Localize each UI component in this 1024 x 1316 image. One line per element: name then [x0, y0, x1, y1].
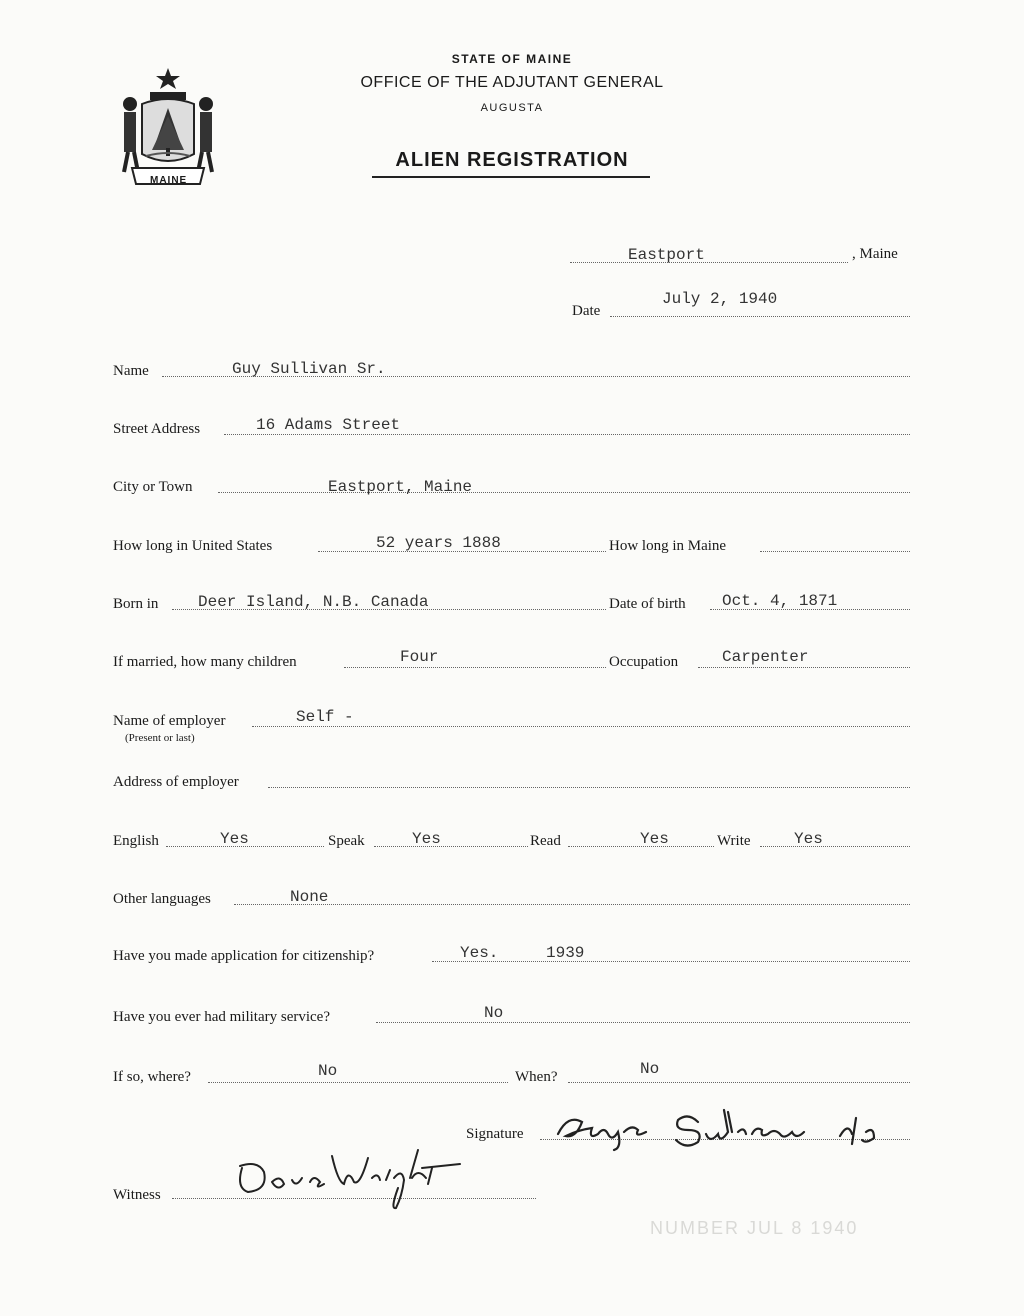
how-long-maine-label: How long in Maine — [609, 538, 727, 554]
when-value: No — [640, 1060, 660, 1078]
how-long-us-value: 52 years 1888 — [376, 534, 501, 552]
where-line — [208, 1082, 508, 1083]
born-in-value: Deer Island, N.B. Canada — [198, 593, 429, 611]
state-heading: STATE OF MAINE — [451, 52, 573, 66]
employer-address-label: Address of employer — [113, 774, 239, 790]
date-label: Date — [572, 303, 601, 319]
other-languages-value: None — [290, 888, 329, 906]
witness-handwriting — [228, 1138, 468, 1214]
write-label: Write — [717, 833, 751, 849]
employer-address-line — [268, 787, 910, 788]
how-long-us-label: How long in United States — [113, 538, 273, 554]
military-label: Have you ever had military service? — [113, 1009, 330, 1025]
other-languages-label: Other languages — [113, 891, 211, 907]
when-label: When? — [515, 1069, 558, 1085]
english-label: English — [113, 833, 159, 849]
city-heading: AUGUSTA — [480, 102, 544, 114]
employer-value: Self - — [296, 708, 354, 726]
employer-label: Name of employer — [113, 713, 226, 729]
witness-label: Witness — [113, 1187, 161, 1203]
occupation-value: Carpenter — [722, 648, 809, 666]
read-label: Read — [530, 833, 561, 849]
speak-line — [374, 846, 528, 847]
occupation-label: Occupation — [609, 654, 679, 670]
born-in-label: Born in — [113, 596, 159, 612]
street-line — [224, 434, 910, 435]
military-line — [376, 1022, 910, 1023]
citizenship-year: 1939 — [546, 944, 585, 962]
location-line — [570, 262, 848, 263]
dob-label: Date of birth — [609, 596, 686, 612]
street-label: Street Address — [113, 421, 201, 437]
signature-handwriting — [548, 1104, 918, 1152]
signature-label: Signature — [466, 1126, 524, 1142]
english-value: Yes — [220, 830, 249, 848]
occupation-line — [698, 667, 910, 668]
location-suffix: , Maine — [852, 246, 898, 262]
read-value: Yes — [640, 830, 669, 848]
how-long-maine-line — [760, 551, 910, 552]
when-line — [568, 1082, 910, 1083]
street-value: 16 Adams Street — [256, 416, 401, 434]
seal-banner-text: MAINE — [150, 175, 188, 186]
name-label: Name — [113, 363, 149, 379]
received-stamp: NUMBER JUL 8 1940 — [650, 1218, 859, 1238]
children-value: Four — [400, 648, 439, 666]
dob-value: Oct. 4, 1871 — [722, 592, 838, 610]
where-value: No — [318, 1062, 338, 1080]
where-label: If so, where? — [113, 1069, 191, 1085]
location-value: Eastport — [628, 246, 705, 264]
speak-value: Yes — [412, 830, 441, 848]
name-value: Guy Sullivan Sr. — [232, 360, 386, 378]
date-value: July 2, 1940 — [662, 290, 778, 308]
office-heading: OFFICE OF THE ADJUTANT GENERAL — [360, 74, 664, 91]
speak-label: Speak — [328, 833, 365, 849]
citizenship-value: Yes. — [460, 944, 499, 962]
city-line — [218, 492, 910, 493]
form-title: ALIEN REGISTRATION — [395, 149, 629, 171]
other-languages-line — [234, 904, 910, 905]
title-underline — [372, 176, 650, 178]
citizenship-label: Have you made application for citizenship? — [113, 948, 375, 964]
write-value: Yes — [794, 830, 823, 848]
citizenship-line — [432, 961, 910, 962]
city-label: City or Town — [113, 479, 193, 495]
date-line — [610, 316, 910, 317]
city-value: Eastport, Maine — [328, 478, 473, 496]
children-label: If married, how many children — [113, 654, 297, 670]
employer-line — [252, 726, 910, 727]
military-value: No — [484, 1004, 504, 1022]
write-line — [760, 846, 910, 847]
employer-sublabel: (Present or last) — [125, 732, 195, 744]
children-line — [344, 667, 606, 668]
